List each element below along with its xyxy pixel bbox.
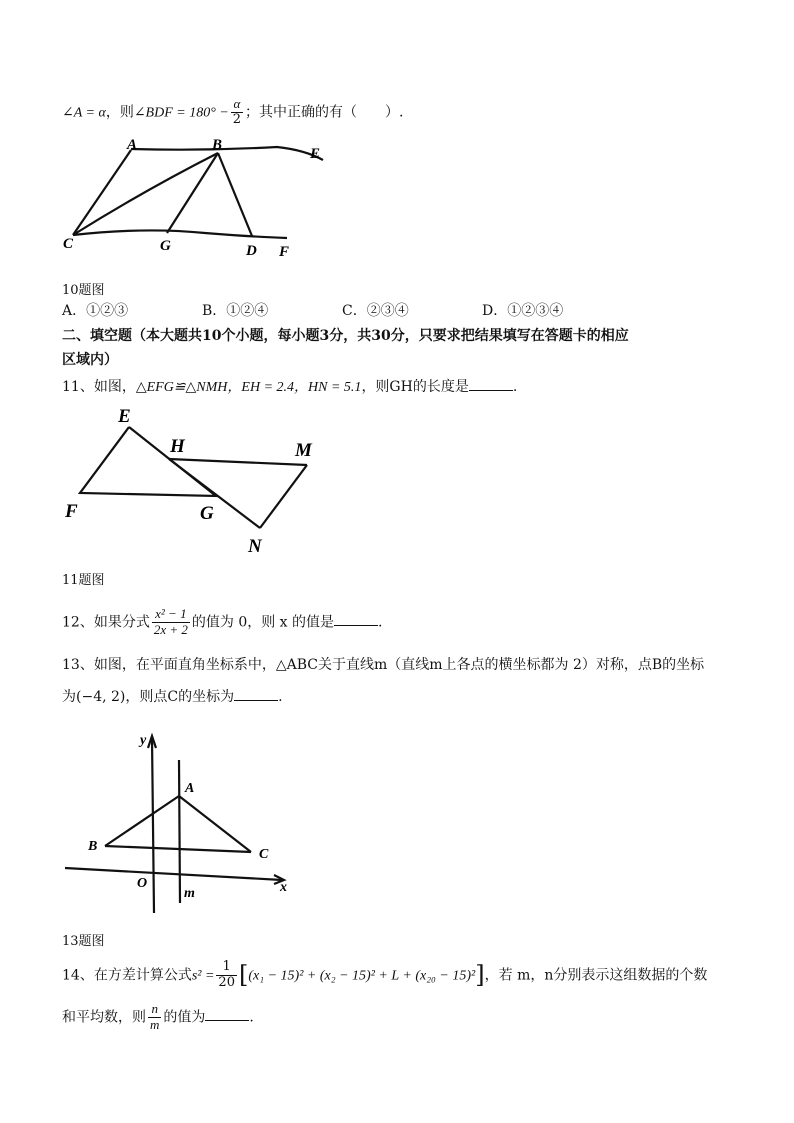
q12-text: 12、如果分式 $\frac{\text{x² − 1}}{2x + 2}$ 的值为 0，则 x 的值是 . [62,606,383,637]
q14-formula: (x₁ − 15)² + (x₂ − 15)² + L + (x₂₀ − 15)² [248,968,476,984]
q10-question-tail: ；其中正确的有（ ）. [245,104,404,121]
q10-option-c: C．②③④ [342,303,409,319]
q11-triangle-efg [80,427,216,496]
q10-label-e: E [310,146,321,162]
q10-angle-bdf: ∠BDF = 180° − [133,105,229,121]
q10-label-c: C [63,236,74,252]
q10-condition-line [62,97,404,128]
q13-label-x: x [280,880,287,895]
q13-label-m: m [184,886,195,901]
q10-angle-a: ∠A = α [62,105,106,121]
q13-label-b: B [88,839,98,854]
q13-segment-ba [105,796,179,846]
q11-hn: ，HN = 5.1 [294,380,362,395]
q10-label-g: G [160,238,171,254]
q10-comma: ，则 [105,104,134,121]
q14-s2: s² = [191,968,215,984]
q14-bracket-open: [ [238,961,249,989]
q14-n-over-m: $\frac{n}{m}$ [150,1001,160,1032]
q13-line-m [179,760,180,903]
q13-line1: 13、如图，在平面直角坐标系中，△ABC关于直线m（直线m上各点的横坐标都为 2）对称，点B的坐标 [62,657,705,673]
q10-label-d: D [246,243,257,259]
q12-prefix: 12、如果分式 [62,614,150,631]
q12-suffix: 的值为 0，则 x 的值是 [191,614,335,631]
q14-answer-blank[interactable] [205,1020,249,1021]
q10-label-f: F [279,244,290,260]
q14-line2: 和平均数，则 $\frac{n}{m}$ 的值为 . [62,1001,254,1032]
q13-caption: 13题图 [62,934,105,949]
q13-line2: 为(−4, 2)，则点C的坐标为 . [62,689,283,705]
q13-answer-blank[interactable] [234,700,278,701]
q13-segment-bc [105,846,251,852]
q13-segment-ac [179,796,251,852]
q10-segment-cb [73,153,218,235]
q13-label-y: y [140,733,147,748]
q10-label-b: B [212,137,223,153]
q14-prefix: 14、在方差计算公式 [62,967,192,984]
q10-line-ae [131,147,323,160]
q10-label-a: A [127,137,138,153]
q11-text: 11、如图，△EFG≌△NMH，EH = 2.4，HN = 5.1，则GH的长度是 . [62,379,518,395]
q13-label-c: C [259,847,269,862]
q11-figure [60,402,330,562]
q11-label-e: E [118,406,131,427]
q13-x-axis [65,868,282,880]
q14-suffix: ，若 m，n分别表示这组数据的个数 [484,967,708,984]
section2-title-line1: 二、填空题（本大题共10个小题，每小题3分，共30分，只要求把结果填写在答题卡的相应 [62,328,629,344]
q10-segment-bd [218,153,252,236]
q10-option-b: B．①②④ [202,303,269,319]
section2-title-line2: 区域内） [62,352,118,368]
q10-option-a: A．①②③ [62,303,129,319]
q10-line-cf [73,230,287,238]
q11-congruence: △EFG≌△NMH [135,380,228,395]
q10-alpha-half: $\frac{\alpha}{2}$ [232,96,242,127]
q10-caption: 10题图 [62,283,105,298]
q13-label-o: O [137,876,148,891]
q14-one-twentieth: $\frac{1}{20}$ [218,959,235,991]
q12-fraction: $\frac{\text{x² − 1}}{2x + 2}$ [153,606,188,637]
q11-caption: 11题图 [62,573,105,588]
q11-answer-blank[interactable] [469,390,513,391]
q11-segment-hn [169,459,260,528]
q13-y-axis [152,738,154,913]
q12-answer-blank[interactable] [334,625,378,626]
q10-options [62,302,742,322]
q11-eh: ，EH = 2.4 [227,380,295,395]
q11-label-g: G [200,503,214,524]
q13-figure [60,728,300,920]
q13-label-a: A [185,781,195,796]
q10-figure [55,135,345,265]
q10-segment-ac [73,150,131,235]
q11-label-n: N [248,536,262,557]
q11-segment-hm [169,459,307,465]
q14-line1 [62,960,707,991]
q10-option-d: D．①②③④ [482,303,564,319]
q11-label-h: H [170,436,185,457]
q11-prefix: 11、如图， [62,379,136,395]
q11-ask: ，则GH的长度是 [361,379,469,395]
q11-segment-mn [260,465,307,528]
q11-label-m: M [295,440,312,461]
q14-bracket-close: ] [475,961,485,989]
q11-label-f: F [65,501,78,522]
